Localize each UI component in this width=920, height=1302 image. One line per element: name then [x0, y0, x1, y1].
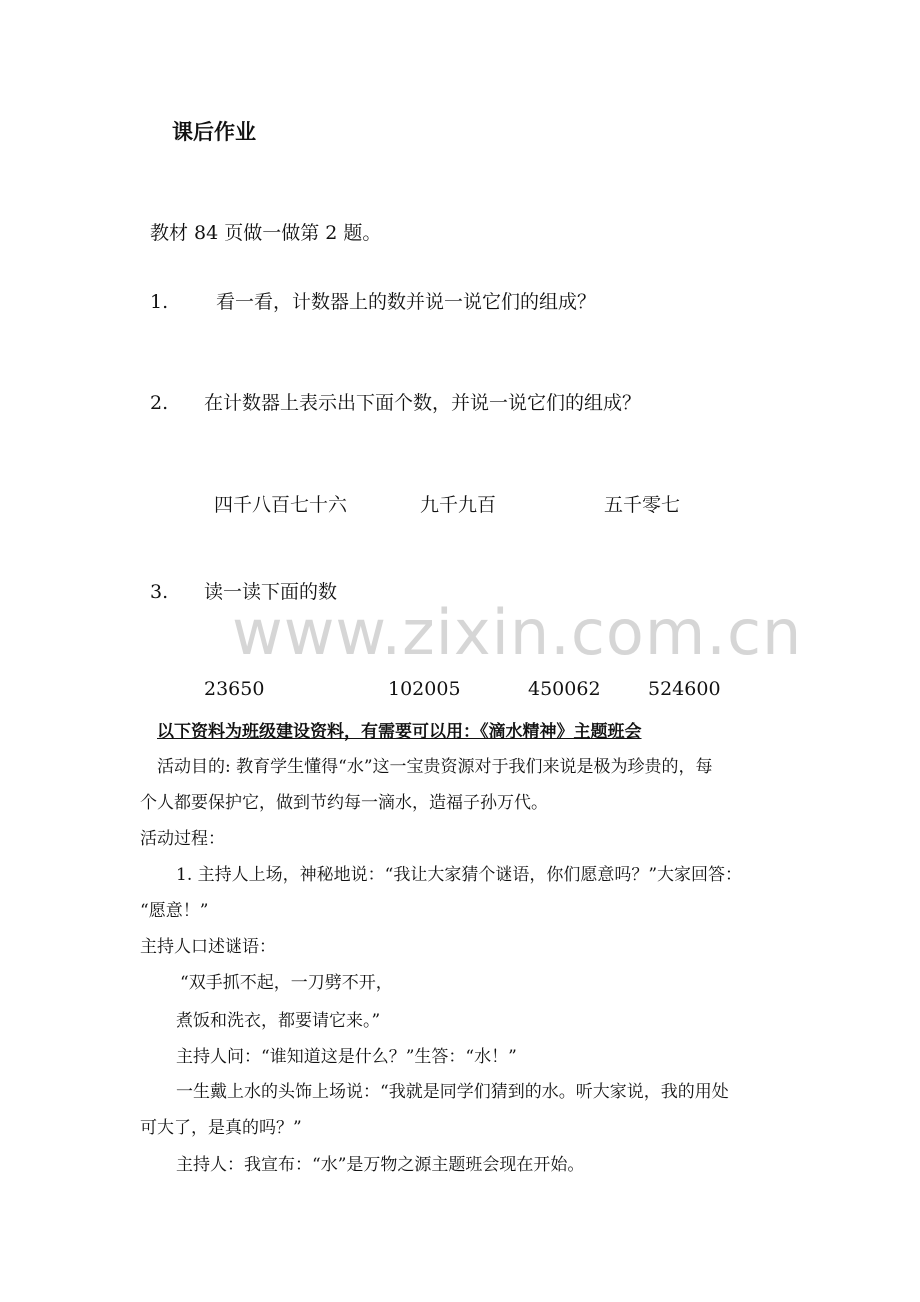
q3-number-1: 23650	[204, 678, 265, 700]
riddle-intro: 主持人口述谜语：	[140, 937, 276, 957]
q2-number-2: 九千九百	[420, 494, 497, 516]
host-question: 主持人问：“谁知道这是什么？”生答：“水！”	[176, 1047, 517, 1067]
question-2-number: 2.	[150, 392, 169, 414]
q3-number-2: 102005	[388, 678, 461, 700]
riddle-line-2: 煮饭和洗衣，都要请它来。”	[176, 1011, 381, 1031]
watermark: www.zixin.com.cn	[232, 596, 803, 669]
student-line-1: 一生戴上水的头饰上场说：“我就是同学们猜到的水。听大家说，我的用处	[176, 1082, 729, 1102]
host-announcement: 主持人：我宣布：“水”是万物之源主题班会现在开始。	[176, 1155, 585, 1175]
q2-number-1: 四千八百七十六	[214, 494, 348, 516]
q3-number-4: 524600	[648, 678, 721, 700]
q2-number-3: 五千零七	[604, 494, 681, 516]
process-label: 活动过程：	[140, 829, 225, 849]
q3-number-3: 450062	[528, 678, 601, 700]
step-1-line-2: “愿意！”	[140, 901, 209, 921]
step-1-line-1: 1. 主持人上场，神秘地说：“我让大家猜个谜语，你们愿意吗？”大家回答：	[176, 865, 743, 885]
purpose-line-2: 个人都要保护它，做到节约每一滴水，造福子孙万代。	[140, 793, 548, 813]
question-3-text: 读一读下面的数	[204, 581, 338, 603]
student-line-2: 可大了，是真的吗？”	[140, 1118, 302, 1138]
purpose-line-1: 活动目的: 教育学生懂得“水”这一宝贵资源对于我们来说是极为珍贵的，每	[157, 757, 713, 777]
question-1-text: 看一看，计数器上的数并说一说它们的组成？	[216, 291, 597, 313]
assignment-text: 教材 84 页做一做第 2 题。	[150, 222, 382, 244]
question-1-number: 1.	[150, 291, 169, 313]
question-3-number: 3.	[150, 581, 169, 603]
riddle-line-1: “双手抓不起，一刀劈不开，	[180, 973, 393, 993]
class-resource-heading: 以下资料为班级建设资料，有需要可以用：《滴水精神》主题班会	[157, 722, 642, 742]
page-title: 课后作业	[172, 120, 256, 144]
question-2-text: 在计数器上表示出下面个数，并说一说它们的组成？	[204, 392, 642, 414]
